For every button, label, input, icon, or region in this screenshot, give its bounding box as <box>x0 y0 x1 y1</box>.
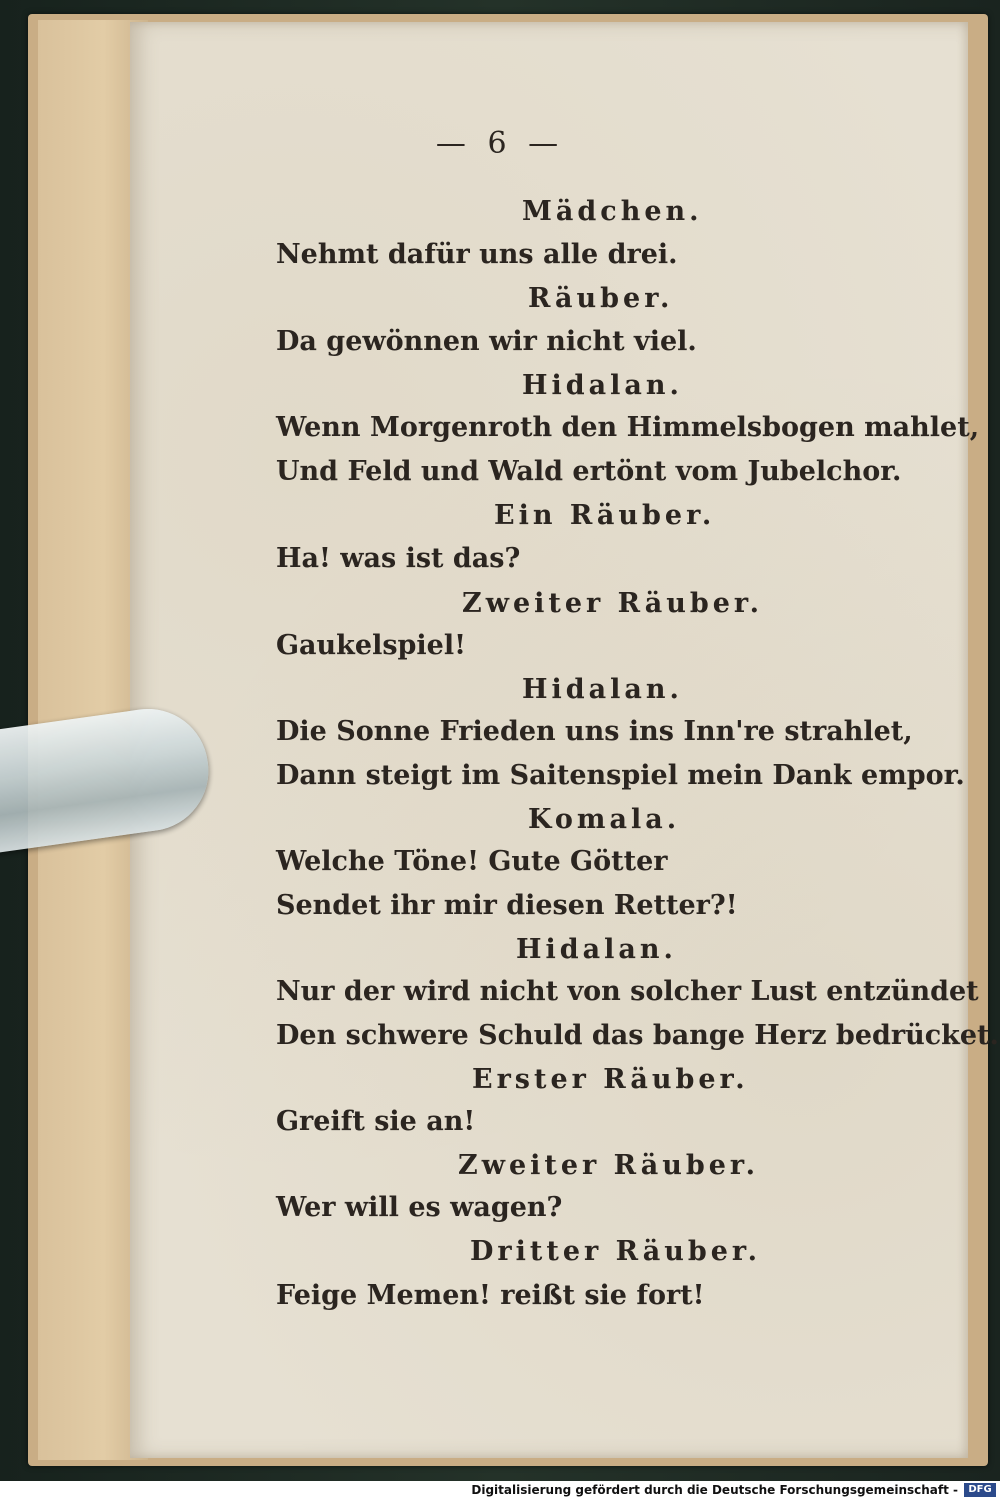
verse-line: Wenn Morgenroth den Himmelsbogen mahlet, <box>276 412 980 443</box>
verse-line: Und Feld und Wald ertönt vom Jubelchor. <box>276 456 902 487</box>
speaker-line: Hidalan. <box>522 674 683 705</box>
verse-line: Nehmt dafür uns alle drei. <box>276 239 678 270</box>
verse-line: Ha! was ist das? <box>276 543 521 574</box>
verse-line: Wer will es wagen? <box>276 1192 563 1223</box>
speaker-line: Erster Räuber. <box>472 1064 749 1095</box>
verse-line: Den schwere Schuld das bange Herz bedrücket. <box>276 1020 999 1051</box>
verse-line: Feige Memen! reißt sie fort! <box>276 1280 705 1311</box>
verse-line: Da gewönnen wir nicht viel. <box>276 326 697 357</box>
speaker-line: Hidalan. <box>522 370 683 401</box>
speaker-line: Zweiter Räuber. <box>462 588 764 619</box>
speaker-line: Ein Räuber. <box>494 500 716 531</box>
page-number: — 6 — <box>435 126 565 161</box>
speaker-line: Mädchen. <box>522 196 703 227</box>
speaker-line: Räuber. <box>528 283 674 314</box>
dfg-logo: DFG <box>964 1483 996 1497</box>
verse-line: Gaukelspiel! <box>276 630 466 661</box>
speaker-line: Zweiter Räuber. <box>458 1150 760 1181</box>
verse-line: Die Sonne Frieden uns ins Inn're strahlet, <box>276 716 913 747</box>
speaker-line: Hidalan. <box>516 934 677 965</box>
footer-credit: Digitalisierung gefördert durch die Deutsche Forschungsgemeinschaft - <box>471 1483 958 1497</box>
verse-line: Dann steigt im Saitenspiel mein Dank empor. <box>276 760 965 791</box>
speaker-line: Komala. <box>528 804 681 835</box>
verse-line: Greift sie an! <box>276 1106 476 1137</box>
verse-line: Nur der wird nicht von solcher Lust entzündet <box>276 976 979 1007</box>
speaker-line: Dritter Räuber. <box>470 1236 762 1267</box>
verse-line: Welche Töne! Gute Götter <box>276 846 668 877</box>
verse-line: Sendet ihr mir diesen Retter?! <box>276 890 738 921</box>
